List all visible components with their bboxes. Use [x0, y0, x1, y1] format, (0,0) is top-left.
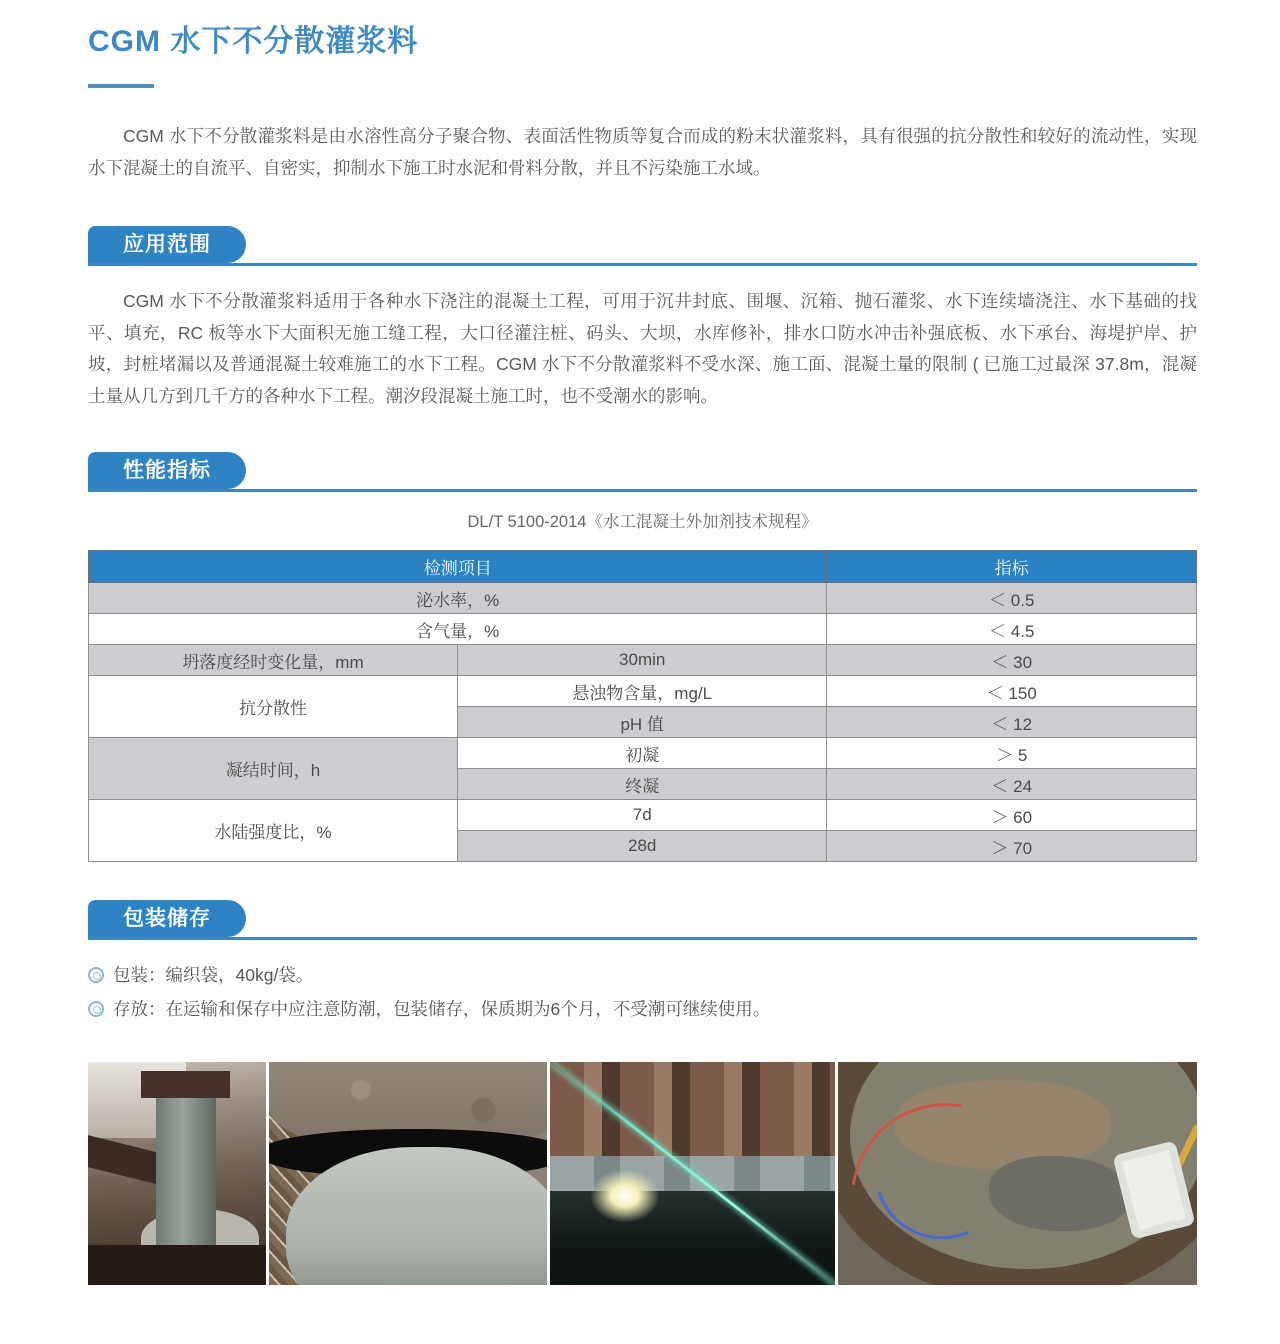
table-cell: ＜ 4.5 — [827, 614, 1197, 645]
table-cell: ＜ 0.5 — [827, 583, 1197, 614]
table-header-index: 指标 — [827, 551, 1197, 583]
table-cell: 坍落度经时变化量，mm — [89, 645, 458, 676]
table-cell: ＞ 70 — [827, 831, 1197, 862]
photo-column-shape — [156, 1084, 217, 1267]
standard-caption: DL/T 5100-2014《水工混凝土外加剂技术规程》 — [467, 513, 818, 531]
page-title: CGM 水下不分散灌浆料 — [88, 25, 419, 58]
site-photo-pier-column — [88, 1062, 266, 1285]
section-tab-performance: 性能指标 — [88, 452, 246, 489]
application-paragraph: CGM 水下不分散灌浆料适用于各种水下浇注的混凝土工程，可用于沉井封底、围堰、沉箱、抛石灌浆、水下连续墙浇注、水下基础的找平、填充，RC 板等水下大面积无施工缝工程，大口径灌注桩、码头、大坝，水库修补，排水口防水冲击补强底板、水下承台、海堤护岸、护坡，封桩堵漏以及普通混凝土较难施工的水下工程。CGM 水下不分散灌浆料不受水深、施工面、混凝土量的限制 ( 已施工过最深 37.8m，混凝土量从几方到几千方的各种水下工程。潮汐段混凝土施工时，也不受潮水的影响。 — [88, 291, 1197, 406]
list-item — [88, 992, 1197, 1026]
table-cell: 28d — [457, 831, 827, 862]
table-row — [89, 614, 1197, 645]
photo-lamp-glow-shape — [590, 1169, 660, 1223]
site-photo-caisson — [838, 1062, 1197, 1285]
performance-table — [88, 550, 1197, 862]
bullseye-bullet-icon — [88, 967, 104, 983]
table-cell: 水陆强度比，% — [89, 800, 458, 862]
table-cell: ＜ 12 — [827, 707, 1197, 738]
table-header-row — [89, 551, 1197, 583]
table-row — [89, 645, 1197, 676]
table-row — [89, 738, 1197, 769]
site-photo-night-piers — [550, 1062, 835, 1285]
photo-cap-shape — [141, 1071, 230, 1098]
table-cell: 抗分散性 — [89, 676, 458, 738]
photo-shadow-shape — [88, 1245, 266, 1285]
title-underline — [88, 84, 154, 88]
site-photo-gallery — [88, 1062, 1197, 1285]
table-row — [89, 583, 1197, 614]
packaging-bullets — [88, 958, 1197, 1026]
table-cell: 30min — [457, 645, 827, 676]
table-cell: ＜ 30 — [827, 645, 1197, 676]
content-column — [88, 0, 1197, 1285]
table-header-item: 检测项目 — [89, 551, 827, 583]
table-cell: ＞ 60 — [827, 800, 1197, 831]
list-item — [88, 958, 1197, 992]
table-cell: 泌水率，% — [89, 583, 827, 614]
table-cell: ＜ 150 — [827, 676, 1197, 707]
bullet-text: 存放：在运输和保存中应注意防潮，包装储存，保质期为6个月，不受潮可继续使用。 — [113, 999, 771, 1019]
section-header-performance — [88, 452, 1197, 492]
bullseye-bullet-icon — [88, 1001, 104, 1017]
table-cell: ＞ 5 — [827, 738, 1197, 769]
site-photo-pile-cap — [269, 1062, 547, 1285]
table-row — [89, 800, 1197, 831]
table-cell: 含气量，% — [89, 614, 827, 645]
section-header-application — [88, 226, 1197, 266]
table-cell: ＜ 24 — [827, 769, 1197, 800]
table-cell: 初凝 — [457, 738, 827, 769]
table-cell: 7d — [457, 800, 827, 831]
section-header-packaging — [88, 900, 1197, 940]
table-cell: 终凝 — [457, 769, 827, 800]
bullet-text: 包装：编织袋，40kg/袋。 — [113, 965, 314, 985]
intro-paragraph: CGM 水下不分散灌浆料是由水溶性高分子聚合物、表面活性物质等复合而成的粉末状灌浆料，具有很强的抗分散性和较好的流动性，实现水下混凝土的自流平、自密实，抑制水下施工时水泥和骨料分散，并且不污染施工水域。 — [88, 126, 1197, 178]
table-row — [89, 676, 1197, 707]
section-tab-application: 应用范围 — [88, 226, 246, 263]
table-cell: 凝结时间，h — [89, 738, 458, 800]
section-tab-packaging: 包装储存 — [88, 900, 246, 937]
table-cell: pH 值 — [457, 707, 827, 738]
table-cell: 悬浊物含量，mg/L — [457, 676, 827, 707]
